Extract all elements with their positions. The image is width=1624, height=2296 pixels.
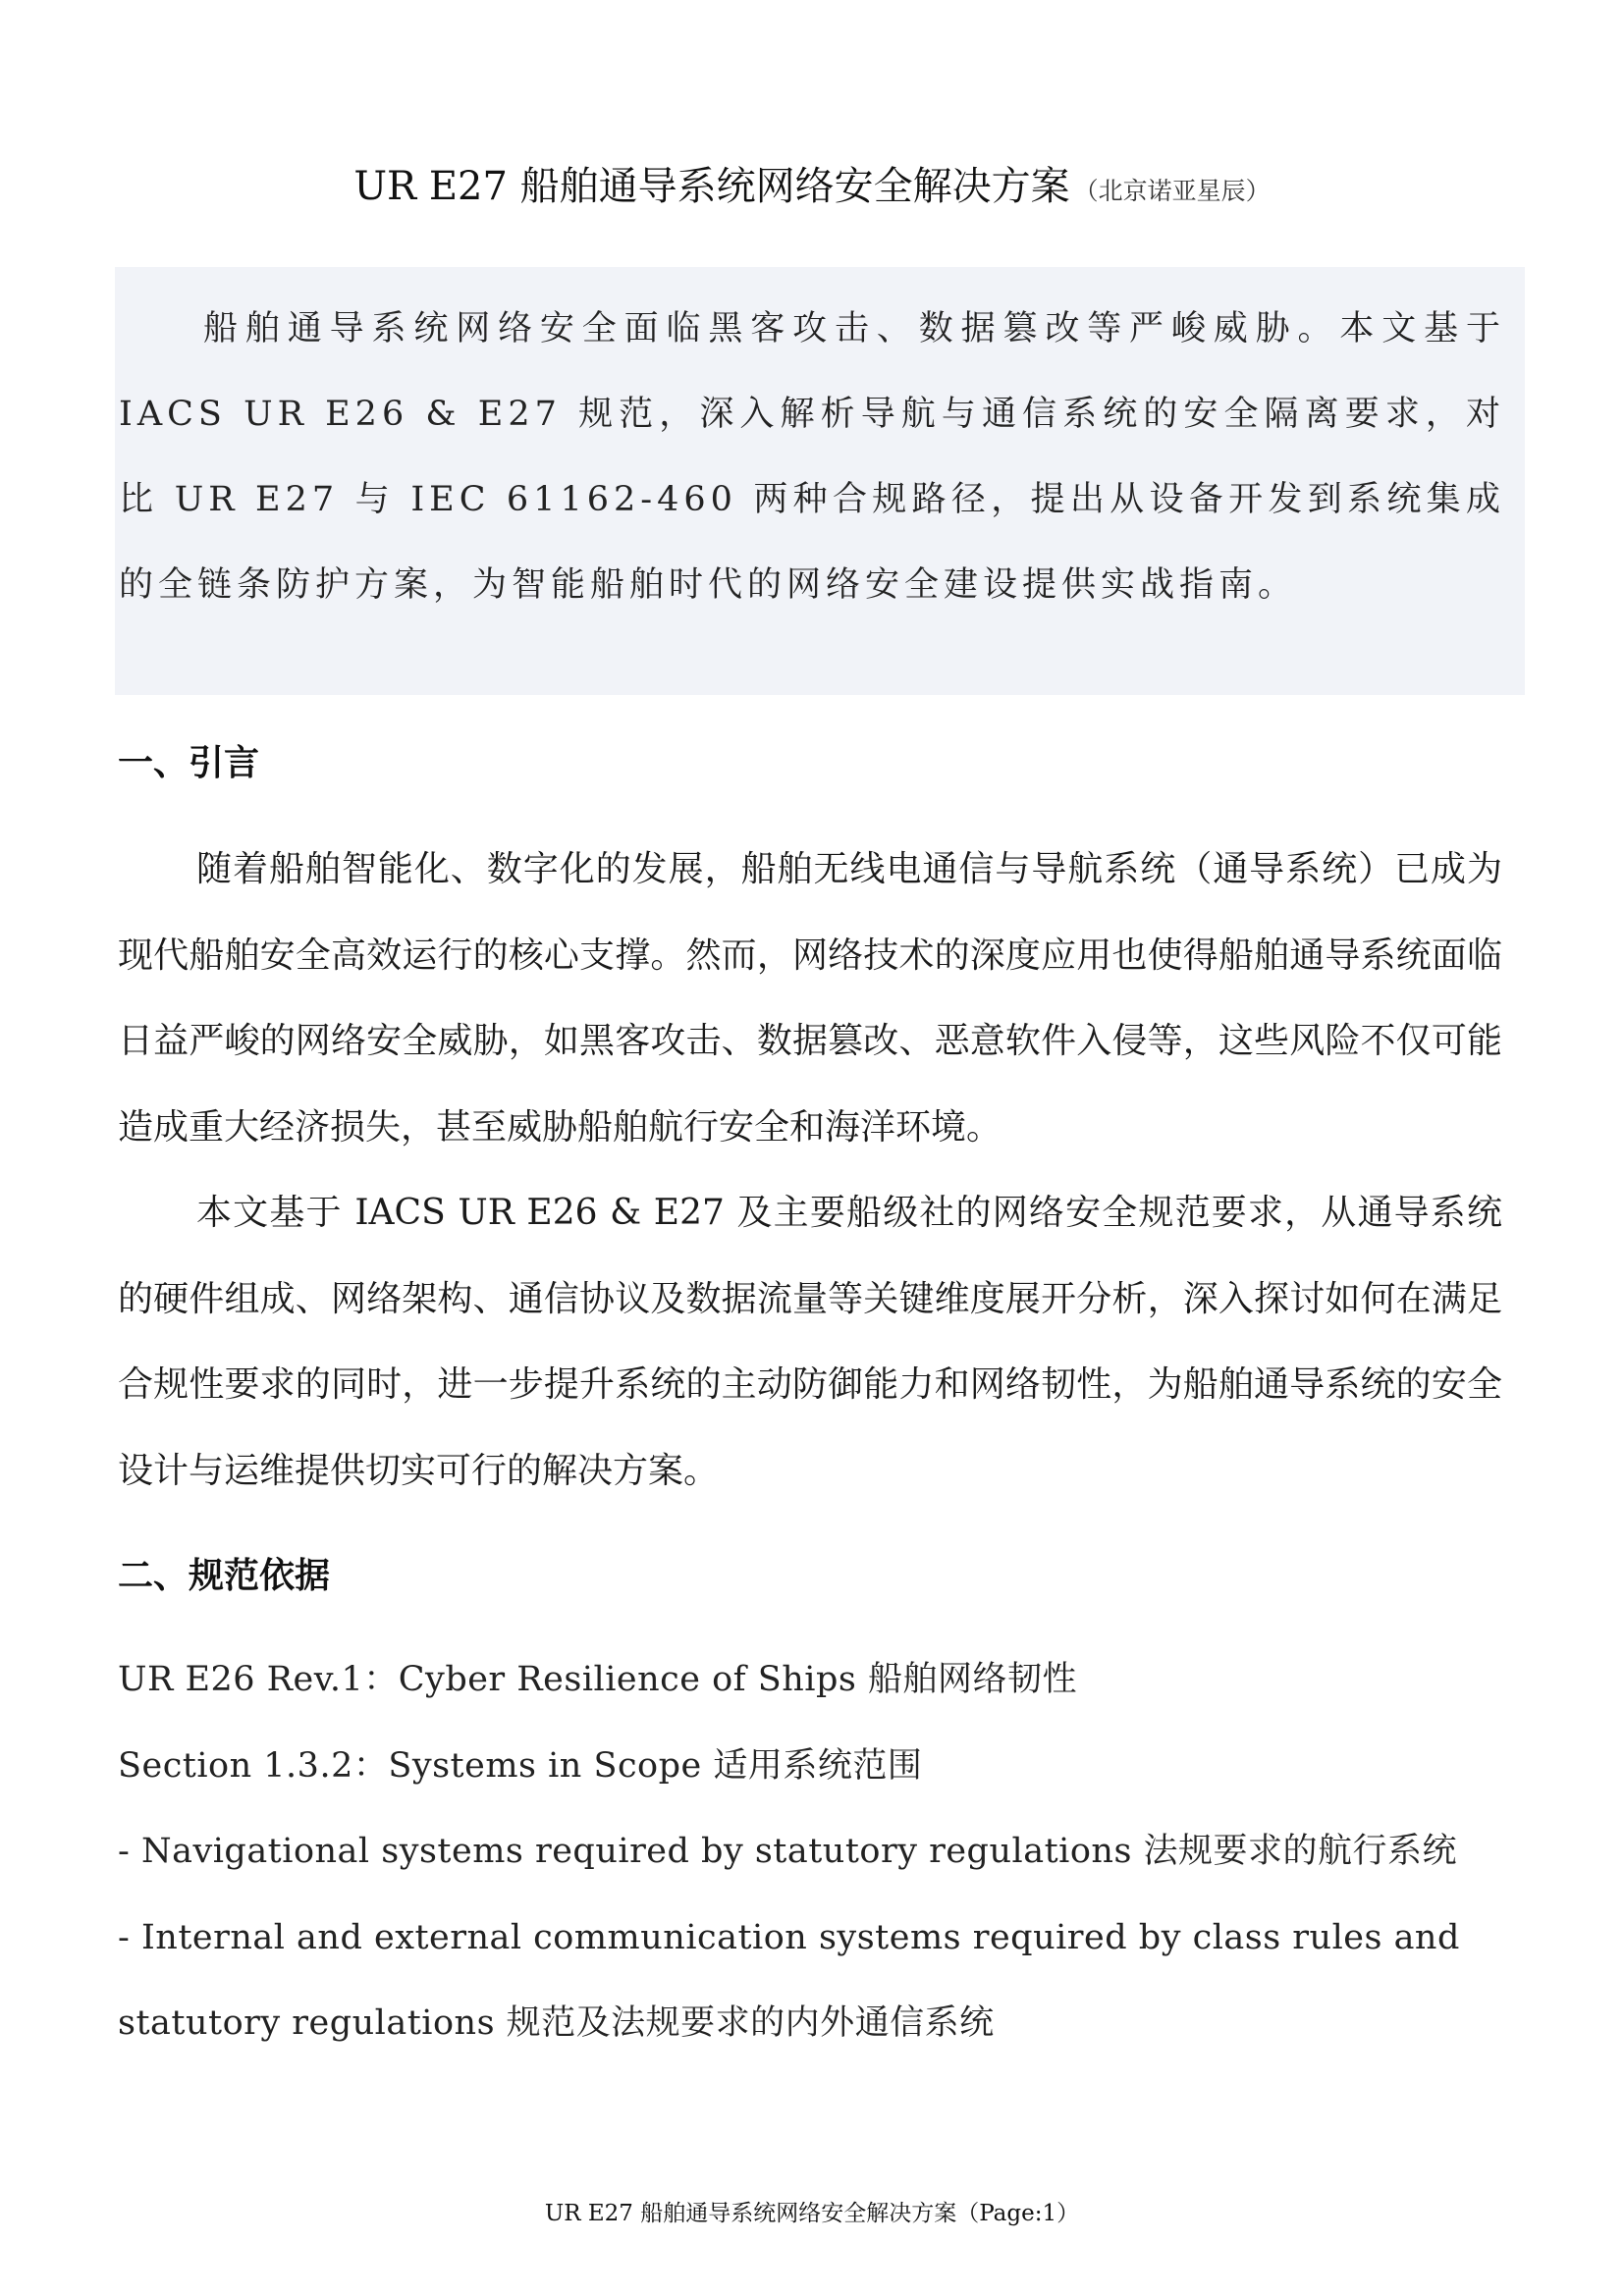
introduction-body: [118, 827, 1502, 1514]
regulation-line: UR E26 Rev.1：Cyber Resilience of Ships 船舶网络韧性: [118, 1660, 1077, 1699]
abstract-text: 船舶通导系统网络安全面临黑客攻击、数据篡改等严峻威胁。本文基于 IACS UR E26 & E27 规范，深入解析导航与通信系统的安全隔离要求，对比 UR E27 与 IEC 61162-460 两种合规路径，提出从设备开发到系统集成的全链条防护方案，为智能船舶时代的网络安全建设提供实战指南。: [119, 309, 1505, 605]
regulation-line: - Internal and external communication systems required by class rules and statutory regulations 规范及法规要求的内外通信系统: [118, 1917, 1460, 2043]
abstract-box: [115, 267, 1525, 695]
regulation-line: Section 1.3.2：Systems in Scope 适用系统范围: [118, 1745, 923, 1786]
page-title: [0, 159, 1624, 219]
document-author: （北京诺亚星辰）: [1073, 177, 1271, 205]
regulation-list: [118, 1637, 1492, 2067]
paragraph: 本文基于 IACS UR E26 & E27 及主要船级社的网络安全规范要求，从通导系统的硬件组成、网络架构、通信协议及数据流量等关键维度展开分析，深入探讨如何在满足合规性要求的同时，进一步提升系统的主动防御能力和网络韧性，为船舶通导系统的安全设计与运维提供切实可行的解决方案。: [118, 1193, 1502, 1491]
page-footer: UR E27 船舶通导系统网络安全解决方案（Page:1）: [544, 2201, 1080, 2226]
document-title: UR E27 船舶通导系统网络安全解决方案: [353, 164, 1070, 209]
section-heading-basis: 二、规范依据: [118, 1555, 331, 1596]
paragraph: 随着船舶智能化、数字化的发展，船舶无线电通信与导航系统（通导系统）已成为现代船舶安全高效运行的核心支撑。然而，网络技术的深度应用也使得船舶通导系统面临日益严峻的网络安全威胁，如黑客攻击、数据篡改、恶意软件入侵等，这些风险不仅可能造成重大经济损失，甚至威胁船舶航行安全和海洋环境。: [118, 849, 1502, 1148]
section-heading-introduction: 一、引言: [118, 742, 260, 783]
regulation-line: - Navigational systems required by statutory regulations 法规要求的航行系统: [118, 1832, 1458, 1871]
